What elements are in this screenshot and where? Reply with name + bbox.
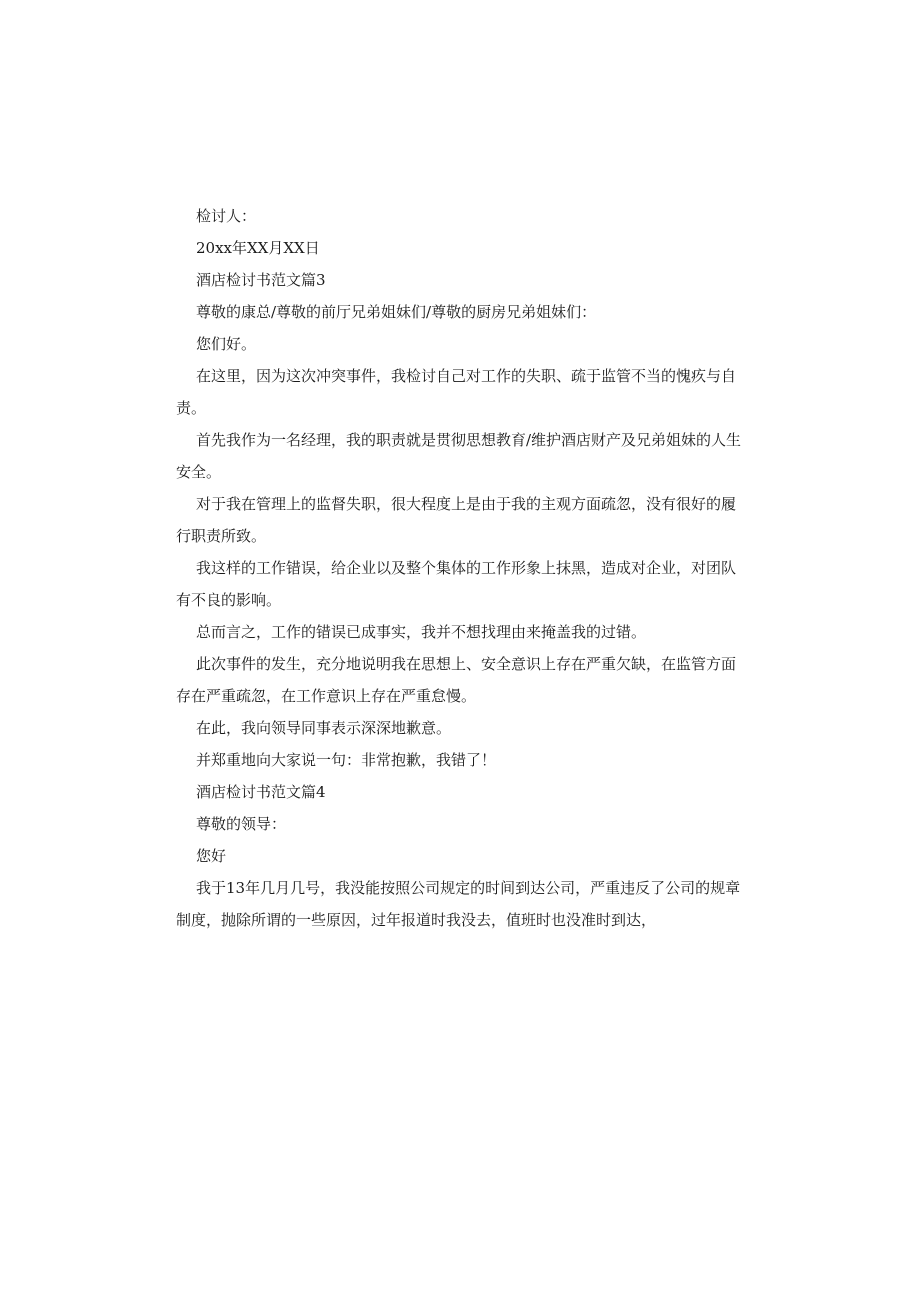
paragraph-line: 制度，抛除所谓的一些原因，过年报道时我没去，值班时也没准时到达，	[176, 911, 657, 929]
paragraph-line: 我这样的工作错误，给企业以及整个集体的工作形象上抹黑，造成对企业，对团队	[196, 559, 737, 577]
paragraph-line: 总而言之，工作的错误已成事实，我并不想找理由来掩盖我的过错。	[196, 623, 647, 641]
paragraph-line: 在这里，因为这次冲突事件，我检讨自己对工作的失职、疏于监管不当的愧疚与自	[196, 367, 737, 385]
paragraph-line: 并郑重地向大家说一句：非常抱歉，我错了！	[196, 751, 497, 769]
signer-label: 检讨人：	[196, 207, 257, 225]
paragraph-line: 责。	[176, 399, 207, 417]
paragraph-line: 有不良的影响。	[176, 591, 282, 609]
section-heading-3: 酒店检讨书范文篇3	[196, 271, 326, 289]
paragraph-line: 在此，我向领导同事表示深深地歉意。	[196, 719, 452, 737]
paragraph-line: 此次事件的发生，充分地说明我在思想上、安全意识上存在严重欠缺，在监管方面	[196, 655, 737, 673]
salutation-line: 尊敬的康总/尊敬的前厅兄弟姐妹们/尊敬的厨房兄弟姐妹们：	[196, 303, 597, 321]
section-heading-4: 酒店检讨书范文篇4	[196, 783, 326, 801]
paragraph-line: 存在严重疏忽，在工作意识上存在严重怠慢。	[176, 687, 477, 705]
document-body	[176, 200, 756, 936]
date-line: 20xx年XX月XX日	[196, 239, 320, 257]
paragraph-line: 首先我作为一名经理，我的职责就是贯彻思想教育/维护酒店财产及兄弟姐妹的人生	[196, 431, 742, 449]
salutation-line: 尊敬的领导：	[196, 815, 287, 833]
paragraph-line: 我于13年几月几号，我没能按照公司规定的时间到达公司，严重违反了公司的规章	[196, 879, 741, 897]
paragraph-line: 行职责所致。	[176, 527, 267, 545]
paragraph-line: 对于我在管理上的监督失职，很大程度上是由于我的主观方面疏忽，没有很好的履	[196, 495, 737, 513]
greeting-line: 您好	[196, 847, 227, 865]
greeting-line: 您们好。	[196, 335, 257, 353]
paragraph-line: 安全。	[176, 463, 222, 481]
